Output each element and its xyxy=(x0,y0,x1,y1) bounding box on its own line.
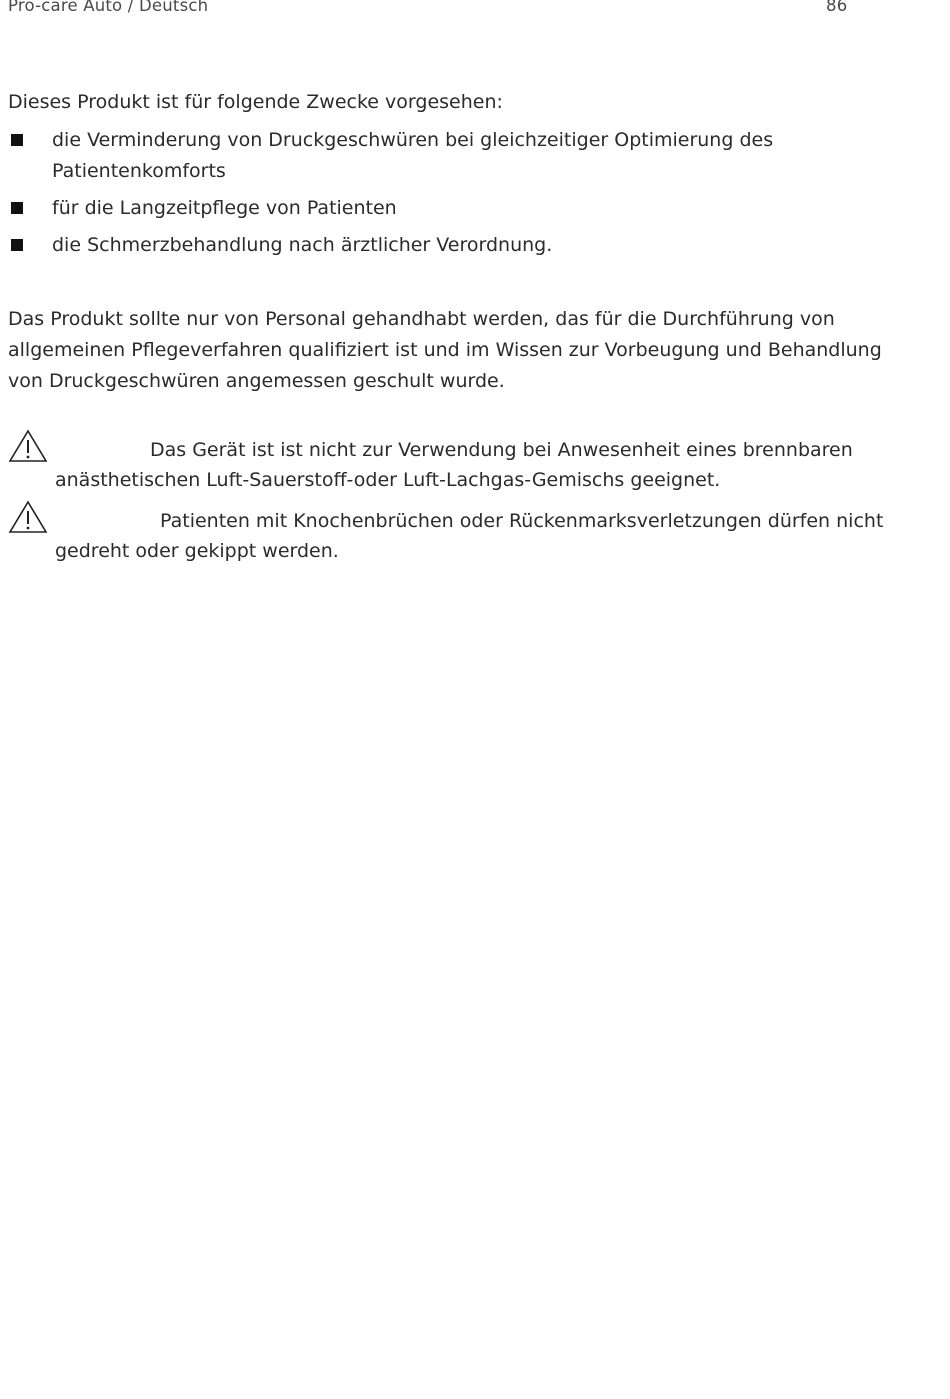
bullet-square-icon xyxy=(11,202,23,214)
warning-triangle-icon xyxy=(8,429,48,463)
list-item-line: die Schmerzbehandlung nach ärztlicher Verordnung. xyxy=(52,234,553,256)
warning-block xyxy=(8,435,918,495)
warning-text-line: anästhetischen Luft-Sauerstoff-oder Luft-Lachgas-Gemischs geeignet. xyxy=(55,469,721,491)
list-item xyxy=(8,230,908,261)
document-title: Pro-care Auto / Deutsch xyxy=(8,0,209,15)
warning-text-line: gedreht oder gekippt werden. xyxy=(55,540,339,562)
warning-text-line: Das Gerät ist ist nicht zur Verwendung bei Anwesenheit eines brennbaren xyxy=(150,439,853,461)
page-number: 86 xyxy=(826,0,848,15)
warning-block xyxy=(8,506,918,566)
purpose-list xyxy=(8,125,908,267)
personnel-paragraph xyxy=(8,304,918,397)
list-item-line: die Verminderung von Druckgeschwüren bei gleichzeitiger Optimierung des xyxy=(52,129,774,151)
list-item xyxy=(8,193,908,224)
bullet-square-icon xyxy=(11,239,23,251)
paragraph-line: Das Produkt sollte nur von Personal gehandhabt werden, das für die Durchführung von xyxy=(8,308,835,330)
warning-triangle-icon xyxy=(8,500,48,534)
list-item-line: für die Langzeitpflege von Patienten xyxy=(52,197,397,219)
bullet-square-icon xyxy=(11,134,23,146)
list-item xyxy=(8,125,908,187)
list-item-line: Patientenkomforts xyxy=(52,160,226,182)
intro-text: Dieses Produkt ist für folgende Zwecke vorgesehen: xyxy=(8,91,503,113)
paragraph-line: allgemeinen Pflegeverfahren qualifiziert ist und im Wissen zur Vorbeugung und Behandlung xyxy=(8,339,882,361)
paragraph-line: von Druckgeschwüren angemessen geschult wurde. xyxy=(8,370,505,392)
warning-text-line: Patienten mit Knochenbrüchen oder Rückenmarksverletzungen dürfen nicht xyxy=(160,510,884,532)
